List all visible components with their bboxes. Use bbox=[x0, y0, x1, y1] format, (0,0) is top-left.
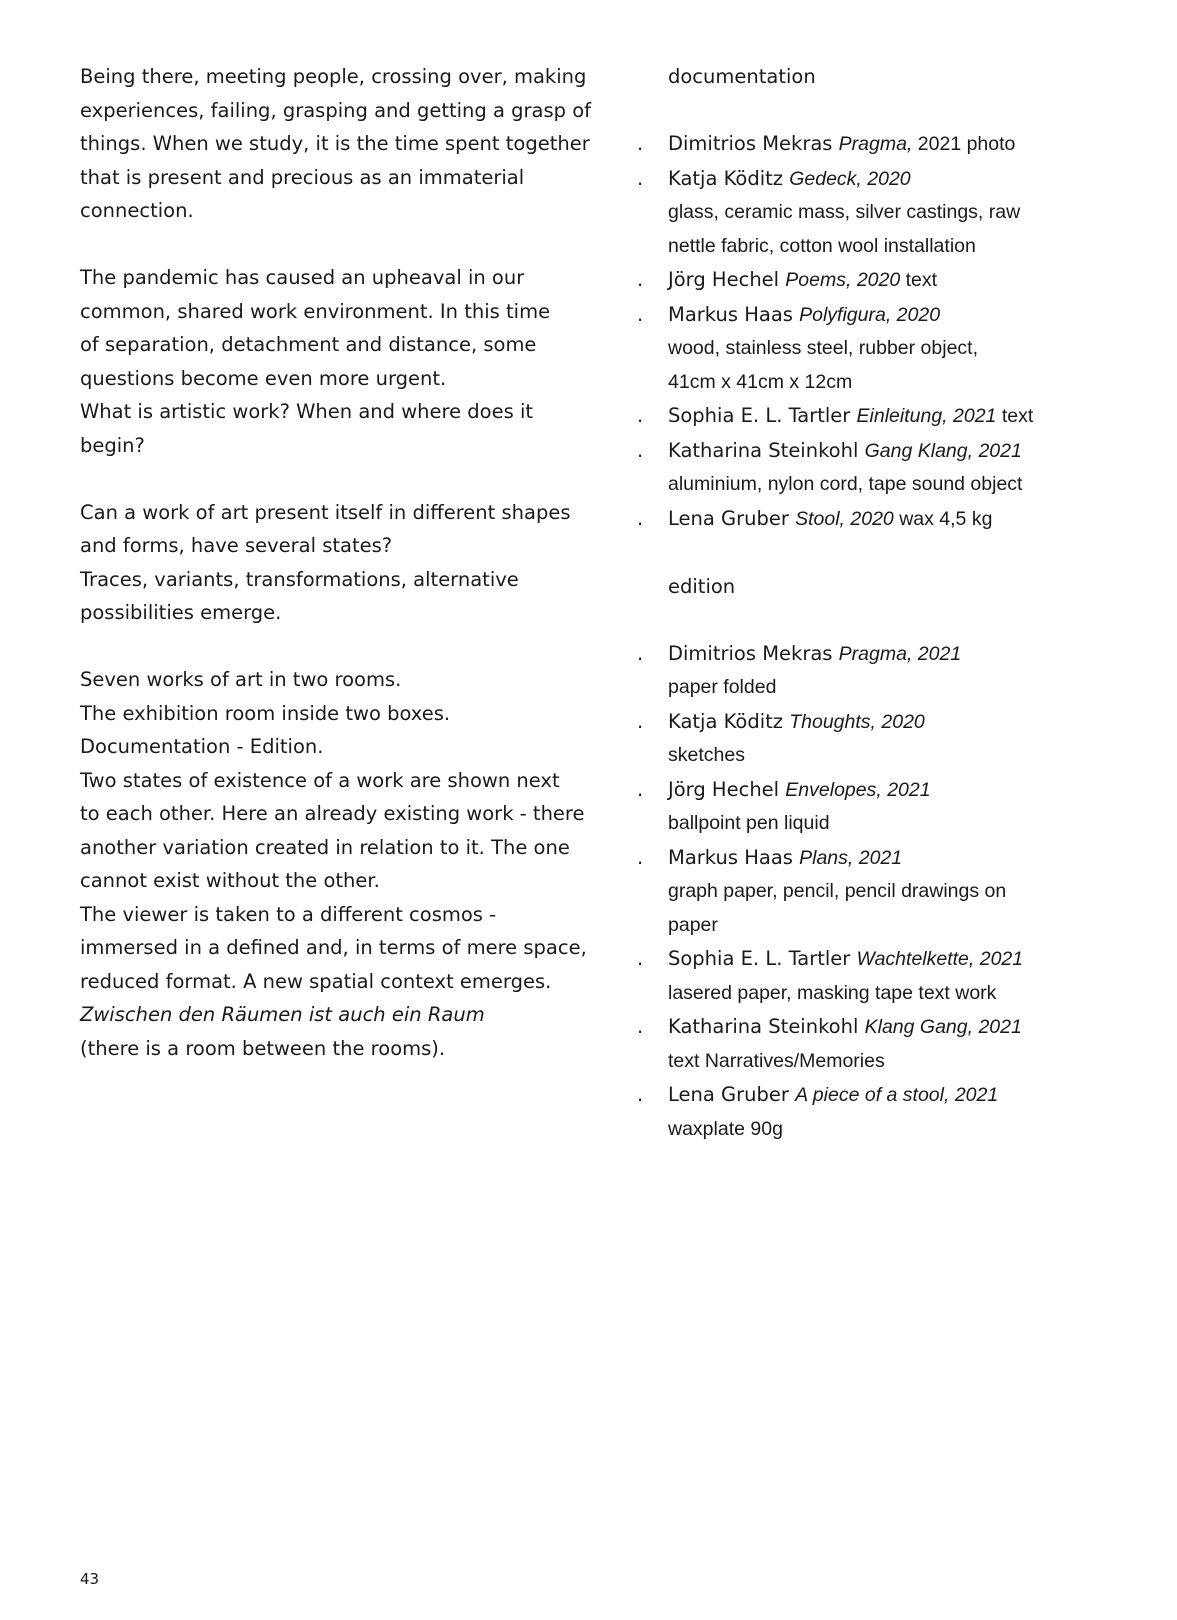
paragraph bbox=[80, 663, 610, 1065]
work-title: Plans, 2021 bbox=[799, 846, 903, 869]
edition-entry bbox=[637, 1078, 1157, 1146]
bullet: . bbox=[637, 268, 644, 291]
work-title: Polyfigura, 2020 bbox=[799, 303, 941, 326]
documentation-heading: documentation bbox=[668, 65, 816, 88]
quote-translation: (there is a room between the rooms). bbox=[80, 1036, 446, 1060]
work-detail: 2021 photo bbox=[912, 133, 1016, 155]
work-title: Klang Gang, 2021 bbox=[864, 1016, 1022, 1038]
work-description: lasered paper, masking tape text work bbox=[668, 981, 997, 1004]
bullet: . bbox=[637, 1083, 644, 1106]
artist-name: Katharina Steinkohl bbox=[668, 1015, 859, 1038]
work-description: graph paper, pencil, pencil drawings on bbox=[668, 880, 1007, 902]
work-title: Gang Klang, 2021 bbox=[864, 439, 1022, 462]
artist-name: Dimitrios Mekras bbox=[668, 641, 833, 665]
text-line: begin? bbox=[80, 433, 145, 457]
text-line: cannot exist without the other. bbox=[80, 869, 380, 892]
work-title: Gedeck, 2020 bbox=[789, 167, 911, 190]
work-title: Stool, 2020 bbox=[795, 507, 894, 530]
text-line: of separation, detachment and distance, some bbox=[80, 333, 537, 356]
text-line: that is present and precious as an immaterial bbox=[80, 165, 525, 189]
work-title: Einleitung, 2021 bbox=[856, 405, 997, 427]
artist-name: Katharina Steinkohl bbox=[668, 438, 859, 462]
work-title: Wachtelkette, 2021 bbox=[856, 948, 1024, 970]
text-line: What is artistic work? When and where does it bbox=[80, 400, 534, 423]
documentation-entry bbox=[637, 399, 1157, 434]
page-number: 43 bbox=[80, 1570, 100, 1588]
text-line: questions become even more urgent. bbox=[80, 366, 447, 390]
work-description: ballpoint pen liquid bbox=[668, 812, 830, 834]
work-detail: text bbox=[900, 269, 938, 291]
text-line: another variation created in relation to it. The one bbox=[80, 835, 570, 859]
artist-name: Lena Gruber bbox=[668, 1083, 789, 1106]
work-description: aluminium, nylon cord, tape sound object bbox=[668, 473, 1023, 495]
artist-name: Jörg Hechel bbox=[668, 777, 780, 801]
artist-name: Markus Haas bbox=[668, 302, 793, 326]
bullet: . bbox=[637, 1015, 644, 1038]
paragraph bbox=[80, 496, 610, 630]
text-line: to each other. Here an already existing work - there bbox=[80, 802, 585, 825]
artist-name: Dimitrios Mekras bbox=[668, 132, 833, 155]
text-line: The pandemic has caused an upheaval in our bbox=[80, 266, 525, 289]
work-description: glass, ceramic mass, silver castings, raw bbox=[668, 201, 1021, 223]
text-line: possibilities emerge. bbox=[80, 601, 282, 624]
text-line: common, shared work environment. In this time bbox=[80, 299, 551, 323]
text-line: Being there, meeting people, crossing over, making bbox=[80, 65, 587, 88]
edition-heading: edition bbox=[668, 574, 736, 598]
artist-name: Sophia E. L. Tartler bbox=[668, 404, 851, 427]
documentation-list bbox=[637, 127, 1157, 536]
bullet: . bbox=[637, 777, 644, 801]
work-description: paper bbox=[668, 913, 718, 936]
documentation-entry bbox=[637, 298, 1157, 400]
text-line: reduced format. A new spatial context emerges. bbox=[80, 969, 552, 993]
artist-name: Sophia E. L. Tartler bbox=[668, 947, 851, 970]
edition-entry bbox=[637, 705, 1157, 773]
work-detail: text bbox=[996, 405, 1034, 427]
bullet: . bbox=[637, 845, 644, 869]
artist-name: Lena Gruber bbox=[668, 506, 789, 530]
edition-entry bbox=[637, 841, 1157, 943]
work-description: waxplate 90g bbox=[668, 1117, 783, 1140]
bullet: . bbox=[637, 404, 644, 427]
bullet: . bbox=[637, 947, 644, 970]
documentation-entry bbox=[637, 162, 1157, 264]
bullet: . bbox=[637, 132, 644, 155]
work-detail: wax 4,5 kg bbox=[893, 507, 993, 530]
text-line: The viewer is taken to a different cosmos - bbox=[80, 902, 497, 926]
body-text-column bbox=[80, 60, 610, 1099]
artist-name: Markus Haas bbox=[668, 845, 793, 869]
work-title: A piece of a stool, 2021 bbox=[795, 1084, 999, 1106]
text-line: Seven works of art in two rooms. bbox=[80, 668, 402, 691]
work-description: 41cm x 41cm x 12cm bbox=[668, 370, 853, 393]
text-line: Documentation - Edition. bbox=[80, 735, 324, 758]
text-line: things. When we study, it is the time spent together bbox=[80, 132, 590, 155]
text-line: Can a work of art present itself in different shapes bbox=[80, 500, 571, 524]
artist-name: Katja Köditz bbox=[668, 709, 784, 733]
text-line: Traces, variants, transformations, alternative bbox=[80, 567, 519, 591]
paragraph bbox=[80, 261, 610, 462]
documentation-entry bbox=[637, 502, 1157, 537]
bullet: . bbox=[637, 641, 644, 665]
documentation-entry bbox=[637, 263, 1157, 298]
work-title: Envelopes, 2021 bbox=[785, 778, 931, 801]
work-description: nettle fabric, cotton wool installation bbox=[668, 234, 976, 257]
edition-entry bbox=[637, 773, 1157, 841]
documentation-entry bbox=[637, 434, 1157, 502]
work-title: Pragma, 2021 bbox=[838, 642, 962, 665]
paragraph bbox=[80, 60, 610, 228]
work-description: paper folded bbox=[668, 676, 777, 698]
work-title: Pragma, bbox=[838, 133, 913, 155]
work-title: Thoughts, 2020 bbox=[789, 710, 925, 733]
text-line: connection. bbox=[80, 199, 194, 222]
work-title: Poems, 2020 bbox=[785, 269, 901, 291]
artist-name: Jörg Hechel bbox=[668, 268, 780, 291]
documentation-entry bbox=[637, 127, 1157, 162]
bullet: . bbox=[637, 438, 644, 462]
edition-entry bbox=[637, 1010, 1157, 1078]
works-list-column bbox=[637, 60, 1157, 1180]
edition-entry bbox=[637, 637, 1157, 705]
text-line: experiences, failing, grasping and getting a grasp of bbox=[80, 98, 591, 122]
text-line: Two states of existence of a work are shown next bbox=[80, 768, 560, 792]
bullet: . bbox=[637, 709, 644, 733]
text-line: and forms, have several states? bbox=[80, 534, 393, 557]
bullet: . bbox=[637, 506, 644, 530]
text-line: immersed in a defined and, in terms of mere space, bbox=[80, 936, 587, 959]
work-description: wood, stainless steel, rubber object, bbox=[668, 337, 979, 359]
work-description: text Narratives/Memories bbox=[668, 1049, 885, 1072]
text-line: The exhibition room inside two boxes. bbox=[80, 701, 451, 725]
quote-italic: Zwischen den Räumen ist auch ein Raum bbox=[80, 1003, 485, 1026]
bullet: . bbox=[637, 166, 644, 190]
bullet: . bbox=[637, 302, 644, 326]
artist-name: Katja Köditz bbox=[668, 166, 784, 190]
edition-list bbox=[637, 637, 1157, 1147]
edition-entry bbox=[637, 942, 1157, 1010]
work-description: sketches bbox=[668, 744, 745, 766]
